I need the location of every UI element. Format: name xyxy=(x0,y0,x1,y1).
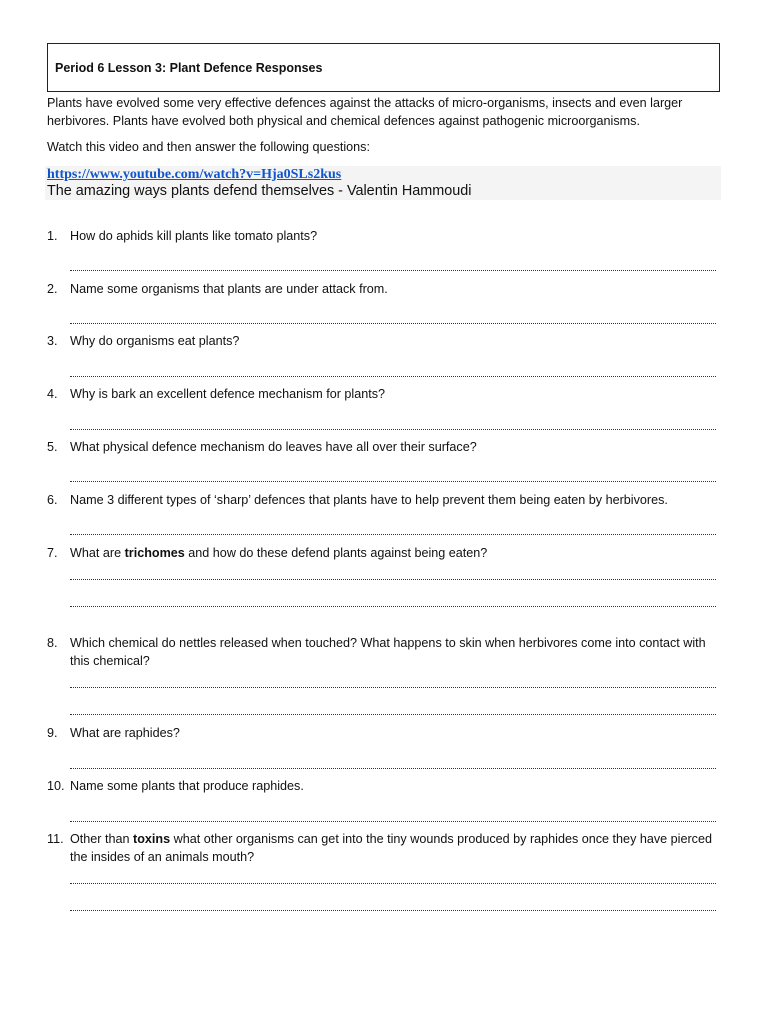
page-title: Period 6 Lesson 3: Plant Defence Responses xyxy=(55,60,323,75)
question-text: Why do organisms eat plants? xyxy=(70,334,240,348)
answer-line[interactable] xyxy=(70,606,716,607)
question-number: 9. xyxy=(47,726,58,740)
question-number: 1. xyxy=(47,229,58,243)
answer-line[interactable] xyxy=(70,429,716,430)
answer-line[interactable] xyxy=(70,323,716,324)
question-text: How do aphids kill plants like tomato plants? xyxy=(70,229,318,243)
intro-paragraph: Plants have evolved some very effective defences against the attacks of micro-organisms, insects and even larger herbivores. Plants have evolved both physical and chemical defences against pathogenic microorganisms. xyxy=(47,96,683,128)
keyword-trichomes: trichomes xyxy=(124,546,185,560)
question-text: Which chemical do nettles released when touched? What happens to skin when herbivores come into contact with this chemical? xyxy=(70,636,706,668)
answer-line[interactable] xyxy=(70,714,716,715)
question-number: 5. xyxy=(47,440,58,454)
answer-line[interactable] xyxy=(70,821,716,822)
question-number: 11. xyxy=(47,832,64,846)
instruction-text: Watch this video and then answer the following questions: xyxy=(47,140,370,154)
title-box xyxy=(47,43,720,92)
question-number: 8. xyxy=(47,636,58,650)
question-text: What physical defence mechanism do leaves have all over their surface? xyxy=(70,440,477,454)
answer-line[interactable] xyxy=(70,270,716,271)
video-title: The amazing ways plants defend themselves - Valentin Hammoudi xyxy=(47,183,472,199)
answer-line[interactable] xyxy=(70,768,716,769)
question-number: 6. xyxy=(47,493,58,507)
video-block xyxy=(45,166,721,200)
answer-line[interactable] xyxy=(70,883,716,884)
question-text: Name some organisms that plants are under attack from. xyxy=(70,282,388,296)
question-text: Why is bark an excellent defence mechanism for plants? xyxy=(70,387,385,401)
answer-line[interactable] xyxy=(70,376,716,377)
answer-line[interactable] xyxy=(70,534,716,535)
question-number: 7. xyxy=(47,546,58,560)
answer-line[interactable] xyxy=(70,481,716,482)
answer-line[interactable] xyxy=(70,910,716,911)
keyword-toxins: toxins xyxy=(133,832,171,846)
question-text: What are raphides? xyxy=(70,726,180,740)
question-number: 10. xyxy=(47,779,65,793)
answer-line[interactable] xyxy=(70,579,716,580)
question-number: 4. xyxy=(47,387,58,401)
question-text: What are trichomes and how do these defend plants against being eaten? xyxy=(70,546,488,560)
question-number: 3. xyxy=(47,334,58,348)
question-text: Name some plants that produce raphides. xyxy=(70,779,304,793)
question-text: Other than toxins what other organisms can get into the tiny wounds produced by raphides once they have pierced the insides of an animals mouth? xyxy=(70,832,712,864)
answer-line[interactable] xyxy=(70,687,716,688)
question-text: Name 3 different types of ‘sharp’ defences that plants have to help prevent them being eaten by herbivores. xyxy=(70,493,668,507)
video-link[interactable]: https://www.youtube.com/watch?v=Hja0SLs2kus xyxy=(47,167,342,182)
question-number: 2. xyxy=(47,282,58,296)
